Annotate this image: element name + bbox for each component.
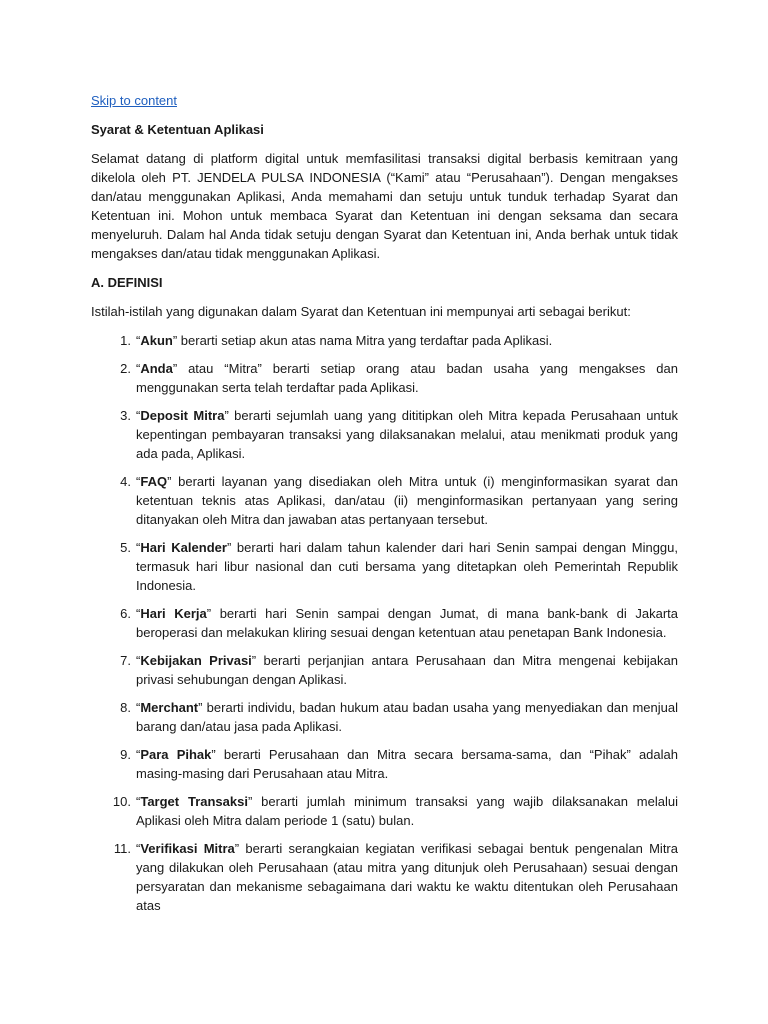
definition-term: Kebijakan Privasi — [140, 653, 252, 668]
open-quote: “ — [136, 700, 141, 715]
definitions-list — [91, 331, 678, 915]
definition-text: ” berarti Perusahaan dan Mitra secara bersama-sama, dan “Pihak” adalah masing-masing dari Perusahaan atau Mitra. — [136, 747, 678, 781]
definition-text: ” atau “Mitra” berarti setiap orang atau badan usaha yang mengakses dan menggunakan serta telah terdaftar pada Aplikasi. — [136, 361, 678, 395]
definition-number: 7. — [120, 653, 131, 668]
definition-term: Akun — [140, 333, 173, 348]
open-quote: “ — [136, 333, 141, 348]
definition-number: 4. — [120, 474, 131, 489]
definition-item — [91, 792, 678, 830]
definition-term: Deposit Mitra — [140, 408, 225, 423]
definition-text: ” berarti jumlah minimum transaksi yang wajib dilaksanakan melalui Aplikasi oleh Mitra dalam periode 1 (satu) bulan. — [136, 794, 678, 828]
definition-term: Para Pihak — [140, 747, 212, 762]
definition-number: 8. — [120, 700, 131, 715]
section-a-heading: A. DEFINISI — [91, 275, 163, 290]
open-quote: “ — [136, 841, 141, 856]
definition-text: ” berarti hari dalam tahun kalender dari hari Senin sampai dengan Minggu, termasuk hari libur nasional dan cuti bersama yang ditetapkan oleh Pemerintah Republik Indonesia. — [136, 540, 678, 593]
definition-term: FAQ — [140, 474, 168, 489]
definition-text: ” berarti serangkaian kegiatan verifikasi sebagai bentuk pengenalan Mitra yang dilakukan oleh Perusahaan (atau mitra yang ditunjuk oleh Perusahaan) sesuai dengan persyaratan dan mekanisme sebagaimana dari waktu ke waktu ditentukan oleh Perusahaan atas — [136, 841, 678, 913]
definition-item — [91, 538, 678, 595]
definition-item — [91, 745, 678, 783]
definition-item — [91, 406, 678, 463]
definition-number: 5. — [120, 540, 131, 555]
definition-number: 3. — [120, 408, 131, 423]
definition-text: ” berarti hari Senin sampai dengan Jumat, di mana bank-bank di Jakarta beroperasi dan melakukan kliring sesuai dengan ketentuan atau penetapan Bank Indonesia. — [136, 606, 678, 640]
open-quote: “ — [136, 747, 141, 762]
definition-item — [91, 359, 678, 397]
definition-term: Verifikasi Mitra — [140, 841, 235, 856]
definition-item — [91, 472, 678, 529]
definition-number: 6. — [120, 606, 131, 621]
definition-text: ” berarti perjanjian antara Perusahaan dan Mitra mengenai kebijakan privasi sehubungan dengan Aplikasi. — [136, 653, 678, 687]
definition-term: Target Transaksi — [140, 794, 248, 809]
section-a-lead: Istilah-istilah yang digunakan dalam Syarat dan Ketentuan ini mempunyai arti sebagai berikut: — [91, 304, 631, 319]
open-quote: “ — [136, 794, 141, 809]
definition-text: ” berarti setiap akun atas nama Mitra yang terdaftar pada Aplikasi. — [172, 333, 553, 348]
definition-number: 11. — [113, 841, 131, 856]
definition-item — [91, 331, 678, 350]
definition-item — [91, 839, 678, 915]
definition-term: Hari Kalender — [140, 540, 227, 555]
definition-number: 10. — [112, 794, 131, 809]
skip-to-content-link[interactable]: Skip to content — [91, 93, 177, 108]
definition-text: ” berarti layanan yang disediakan oleh Mitra untuk (i) menginformasikan syarat dan ketentuan teknis atas Aplikasi, dan/atau (ii) menginformasikan pertanyaan yang sering ditanyakan oleh Mitra dan jawaban atas pertanyaan tersebut. — [136, 474, 678, 527]
open-quote: “ — [136, 408, 141, 423]
open-quote: “ — [136, 540, 141, 555]
definition-term: Hari Kerja — [140, 606, 207, 621]
definition-term: Anda — [140, 361, 173, 376]
definition-item — [91, 604, 678, 642]
definition-term: Merchant — [140, 700, 199, 715]
definition-number: 1. — [120, 333, 131, 348]
definition-item — [91, 698, 678, 736]
document-page — [91, 91, 678, 924]
open-quote: “ — [136, 606, 141, 621]
definition-text: ” berarti sejumlah uang yang dititipkan oleh Mitra kepada Perusahaan untuk kepentingan pembayaran transaksi yang dilaksanakan melalui, atau menikmati produk yang ada pada, Aplikasi. — [136, 408, 678, 461]
definition-item — [91, 651, 678, 689]
definition-text: ” berarti individu, badan hukum atau badan usaha yang menyediakan dan menjual barang dan/atau jasa pada Aplikasi. — [136, 700, 678, 734]
open-quote: “ — [136, 361, 141, 376]
intro-paragraph: Selamat datang di platform digital untuk memfasilitasi transaksi digital berbasis kemitraan yang dikelola oleh PT. JENDELA PULSA INDONESIA (“Kami” atau “Perusahaan”). Dengan mengakses dan/atau menggunakan Aplikasi, Anda memahami dan setuju untuk tunduk terhadap Syarat dan Ketentuan ini. Mohon untuk membaca Syarat dan Ketentuan ini dengan seksama dan secara menyeluruh. Dalam hal Anda tidak setuju dengan Syarat dan Ketentuan ini, Anda berhak untuk tidak mengakses dan/atau tidak menggunakan Aplikasi. — [91, 151, 678, 261]
open-quote: “ — [136, 474, 141, 489]
definition-number: 2. — [120, 361, 131, 376]
definition-number: 9. — [120, 747, 131, 762]
open-quote: “ — [136, 653, 141, 668]
document-title: Syarat & Ketentuan Aplikasi — [91, 122, 264, 137]
